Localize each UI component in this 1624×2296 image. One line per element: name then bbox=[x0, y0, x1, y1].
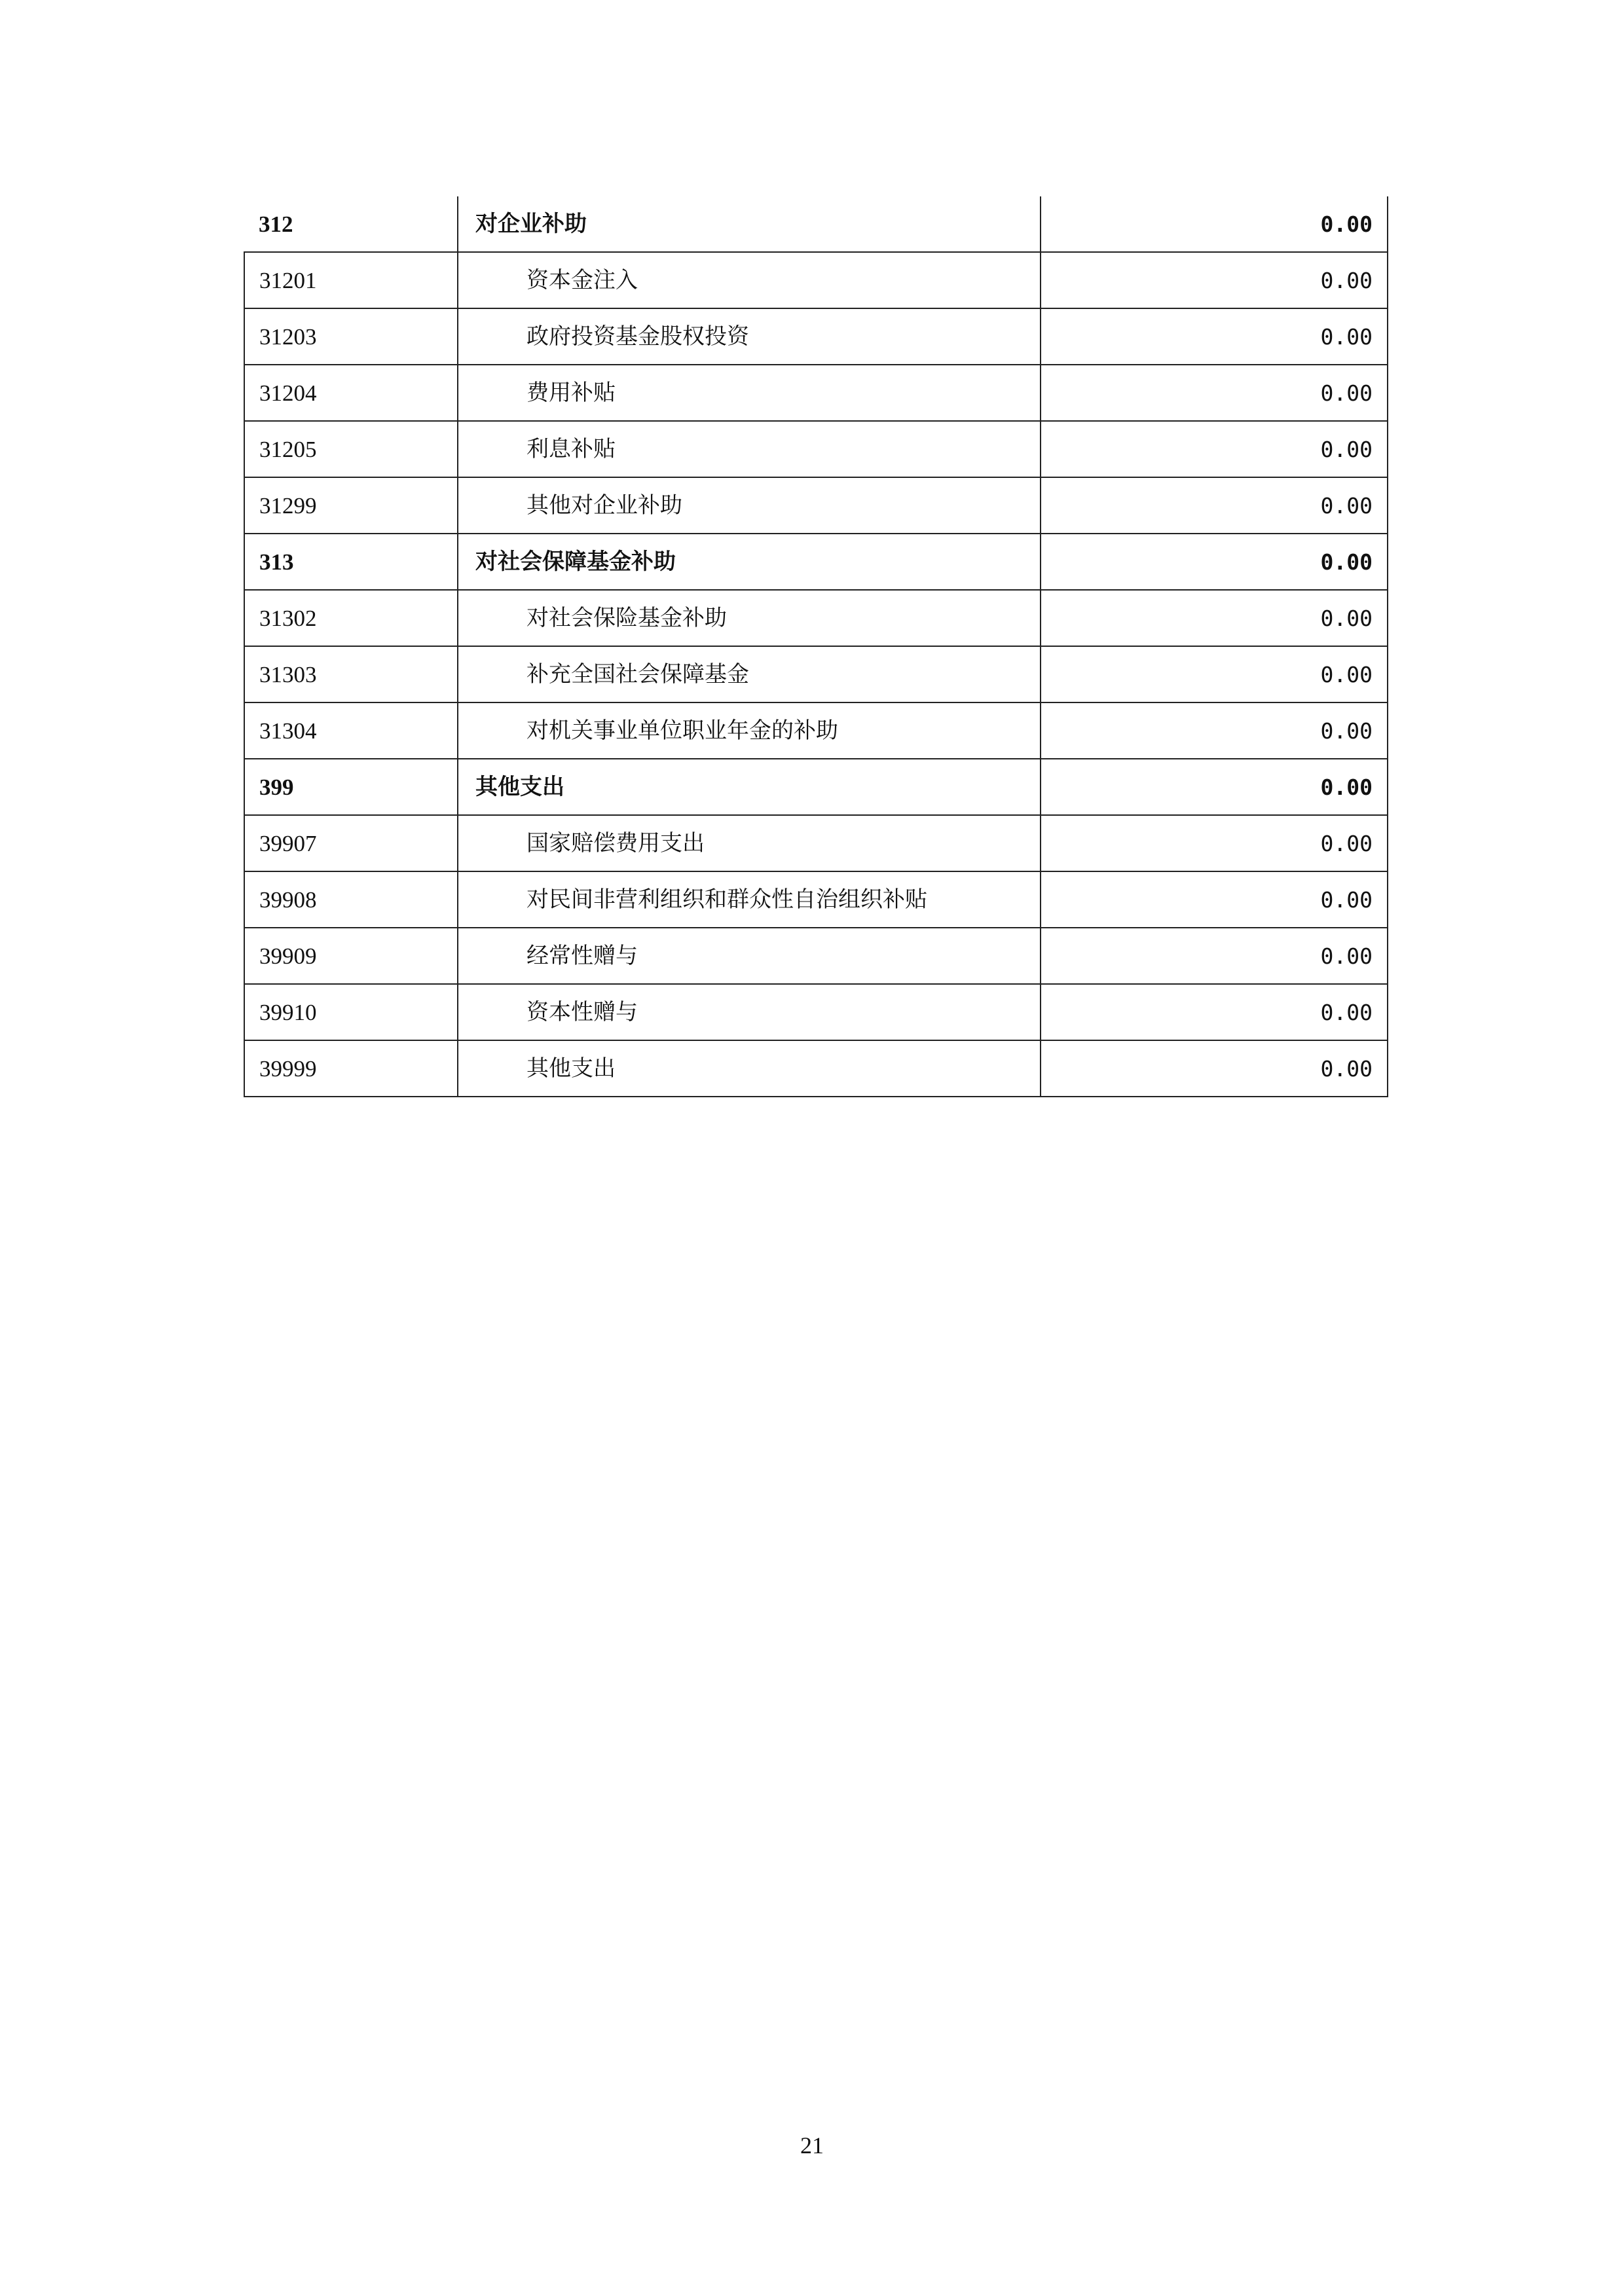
table-row bbox=[244, 590, 1388, 646]
table-row bbox=[244, 1040, 1388, 1097]
row-name: 其他对企业补助 bbox=[458, 477, 1041, 534]
row-code: 31299 bbox=[244, 477, 458, 534]
row-name: 其他支出 bbox=[458, 1040, 1041, 1097]
row-amount: 0.00 bbox=[1041, 984, 1388, 1040]
row-code: 31203 bbox=[244, 308, 458, 365]
table-row bbox=[244, 421, 1388, 477]
row-amount: 0.00 bbox=[1041, 308, 1388, 365]
row-code: 39999 bbox=[244, 1040, 458, 1097]
row-code: 31303 bbox=[244, 646, 458, 702]
row-amount: 0.00 bbox=[1041, 702, 1388, 759]
row-name: 费用补贴 bbox=[458, 365, 1041, 421]
row-amount: 0.00 bbox=[1041, 759, 1388, 815]
row-amount: 0.00 bbox=[1041, 534, 1388, 590]
row-code: 39909 bbox=[244, 928, 458, 984]
table-row bbox=[244, 252, 1388, 308]
row-amount: 0.00 bbox=[1041, 477, 1388, 534]
row-name: 对机关事业单位职业年金的补助 bbox=[458, 702, 1041, 759]
table-row bbox=[244, 984, 1388, 1040]
row-code: 31204 bbox=[244, 365, 458, 421]
row-amount: 0.00 bbox=[1041, 646, 1388, 702]
row-code: 39910 bbox=[244, 984, 458, 1040]
table-row bbox=[244, 477, 1388, 534]
row-name: 对社会保障基金补助 bbox=[458, 534, 1041, 590]
table-row-category bbox=[244, 534, 1388, 590]
row-code: 31201 bbox=[244, 252, 458, 308]
row-amount: 0.00 bbox=[1041, 421, 1388, 477]
row-code: 312 bbox=[244, 196, 458, 252]
row-name: 利息补贴 bbox=[458, 421, 1041, 477]
row-amount: 0.00 bbox=[1041, 252, 1388, 308]
row-amount: 0.00 bbox=[1041, 196, 1388, 252]
row-name: 其他支出 bbox=[458, 759, 1041, 815]
row-name: 资本金注入 bbox=[458, 252, 1041, 308]
row-code: 31302 bbox=[244, 590, 458, 646]
row-name: 经常性赠与 bbox=[458, 928, 1041, 984]
row-name: 对民间非营利组织和群众性自治组织补贴 bbox=[458, 871, 1041, 928]
table-row bbox=[244, 308, 1388, 365]
row-code: 399 bbox=[244, 759, 458, 815]
row-code: 39907 bbox=[244, 815, 458, 871]
row-amount: 0.00 bbox=[1041, 815, 1388, 871]
table-row bbox=[244, 871, 1388, 928]
table-row bbox=[244, 815, 1388, 871]
table-body bbox=[244, 196, 1388, 1097]
row-code: 313 bbox=[244, 534, 458, 590]
row-name: 资本性赠与 bbox=[458, 984, 1041, 1040]
row-code: 31304 bbox=[244, 702, 458, 759]
table-row bbox=[244, 702, 1388, 759]
table-row-category bbox=[244, 196, 1388, 252]
row-name: 补充全国社会保障基金 bbox=[458, 646, 1041, 702]
expenditure-table bbox=[244, 196, 1388, 1097]
table-row bbox=[244, 365, 1388, 421]
row-name: 政府投资基金股权投资 bbox=[458, 308, 1041, 365]
row-name: 对企业补助 bbox=[458, 196, 1041, 252]
row-name: 对社会保险基金补助 bbox=[458, 590, 1041, 646]
row-code: 31205 bbox=[244, 421, 458, 477]
row-code: 39908 bbox=[244, 871, 458, 928]
table-row-category bbox=[244, 759, 1388, 815]
page-number: 21 bbox=[800, 2132, 824, 2159]
row-name: 国家赔偿费用支出 bbox=[458, 815, 1041, 871]
row-amount: 0.00 bbox=[1041, 365, 1388, 421]
row-amount: 0.00 bbox=[1041, 1040, 1388, 1097]
row-amount: 0.00 bbox=[1041, 928, 1388, 984]
table-row bbox=[244, 646, 1388, 702]
row-amount: 0.00 bbox=[1041, 590, 1388, 646]
row-amount: 0.00 bbox=[1041, 871, 1388, 928]
table-row bbox=[244, 928, 1388, 984]
